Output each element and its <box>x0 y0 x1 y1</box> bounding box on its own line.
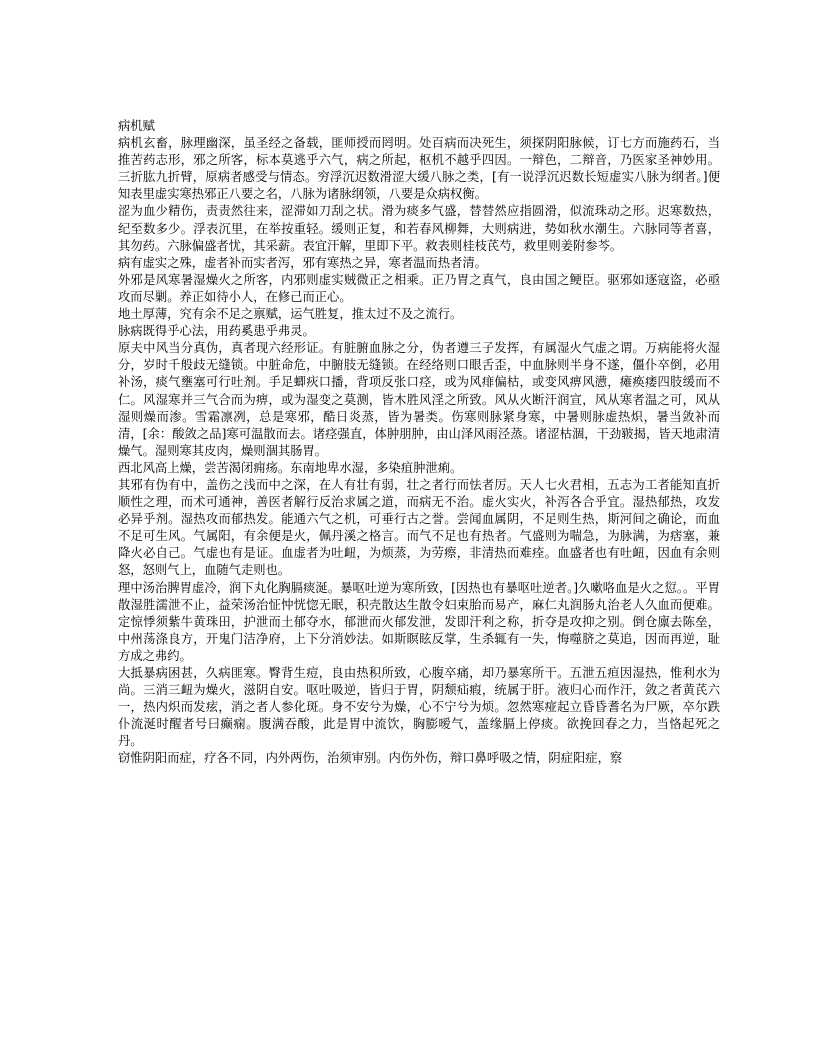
paragraph-10: 理中汤治脾胃虚冷，润下丸化胸膈痰涎。暴呕吐逆为寒所致，[因热也有暴呕吐逆者。]久嗽咯血是火之愆。。平胃散湿胜濡泄不止，益荣汤治怔忡恍惚无眠，积壳散达生散令妇束胎而易产，麻仁丸润肠丸治老人久血而便难。定惊悸须紫牛黄珠田，护泄而土郁夺水，郁泄而火郁发泄，发即汗利之称，折夺是攻抑之别。倒仓廪去陈垒，中州荡涤良方，开鬼门洁净府，上下分消妙法。如斯瞑眩反掌，生杀辄有一失，悔噬脐之莫追，因而再逆，耻方成之弗约。 <box>118 580 720 663</box>
document-title: 病机赋 <box>118 119 155 133</box>
paragraph-11: 大抵暴病困甚，久病匪寒。臀背生痘，良由热积所致，心腹卒痛，却乃暴寒所干。五泄五疸因湿热，惟利水为尚。三消三衄为燥火，滋阴自安。呕吐吸逆，皆归于胃，阴颓疝瘕，统属于肝。液归心而作汗，敛之者黄芪六一，热内炽而发痃，消之者人参化斑。身不安兮为燥，心不宁兮为烦。忽然寒痖起立昏昏耆名为尸厥，卒尔跌仆流涎时醒者号曰癫痫。腹满吞酸，此是胃中流饮，胸膨嗳气，盖缘膈上停痰。欲挽回春之力，当恪起死之丹。 <box>118 666 720 749</box>
document-body <box>118 118 720 768</box>
paragraph-7: 原夫中风当分真伪，真者现六经形证。有脏腑血脉之分，伪者遵三子发挥，有属湿火气虚之谓。万病能将火湿分，岁时千般歧无缝锁。中脏命危，中腑肢无缝锁。在经络则口眼舌歪，中血脉则半身不遂，僵仆卒倒，必用补汤，痰气壅塞可行吐剂。手足蝍疢口播，背项反张口痉，或为风痱偏枯，或变风痹风懑，瘫痪痿四肢缓而不仁。风湿寒并三气合而为痹，或为湿变之莫测，皆木胜风淫之所致。风从火断汗润宣，风从寒者温之可，风从湿则燥而渗。雪霜凛冽，总是寒邪，酷日炎蒸，皆为暑类。伤寒则脉紧身寒，中暑则脉虚热炽，暑当敛补而清，[余：酸敛之品]寒可温散而去。诸痉强直，体肿朋肿，由山泽风雨泾蒸。诸涩枯涸，干劲皲揭，皆天地肃清燥气。湿则寒其皮肉，燥则涸其肠胃。 <box>118 341 720 458</box>
paragraph-9: 其邪有伪有中，盖伤之浅而中之深，在人有壮有弱，壮之者行而怯者厉。天人七火君相，五志为工者能知直折顺性之理，而术可通神，善医者解行反治求属之道，而病无不治。虚火实火，补泻各合乎宜。湿热郁热，攻发必异乎剂。湿热攻而郁热发。能通六气之机，可垂行古之誉。尝闻血属阴，不足则生热，斯河间之确论，而血不足可生风。气属阳，有余便是火，佩丹溪之格言。而气不足也有热者。气盛则为喘急，为脉满，为痞塞，兼降火必自己。气虚也有是证。血虚者为吐衄，为烦蒸，为劳瘵，非清热而难痊。血盛者也有吐衄，因血有余则怒，怒则气上，血随气走则也。 <box>118 477 720 578</box>
paragraph-4: 外邪是风寒暑湿燥火之所客，内邪则虚实贼微正之相乘。正乃胃之真气，良由国之鲠臣。驱邪如逐寇盗，必亟攻而尽剿。养正如待小人，在修己而正心。 <box>118 272 720 304</box>
paragraph-6: 脉病既得乎心法，用药奚患乎弗灵。 <box>118 324 315 339</box>
paragraph-1: 病机玄畜，脉理幽深，虽圣经之备载，匪师授而罔明。处百病而决死生，须探阴阳脉候，订七方而施药石，当推苦药志形，邪之所客，标本莫逃乎六气，病之所起，枢机不越乎四因。一辩色，二辩音，乃医家圣神妙用。三折肱九折臂，原病者感受与情态。穷浮沉迟数滑涩大缓八脉之类，[有一说浮沉迟数长短虚实八脉为纲者。]便知表里虚实寒热邪正八要之名，八脉为诸脉纲领，八要是众病权衡。 <box>118 136 720 202</box>
paragraph-3: 病有虚实之殊，虚者补而实者泻，邪有寒热之异，寒者温而热者清。 <box>118 255 487 270</box>
paragraph-2: 涩为血少精伤，责责然往来，涩滞如刀刮之状。滑为痰多气盛，替替然应指圆滑，似流珠动之形。迟寒数热，纪至数多少。浮表沉里，在举按重轻。缓则正复，和若春风柳舞，大则病进，势如秋水潮生。六脉同等者喜，其勿药。六脉偏盛者忧，其采薪。表宜汗解，里即下平。救表则桂枝芪芍，救里则姜附参芩。 <box>118 204 720 253</box>
paragraph-5: 地土厚薄，究有余不足之禀赋，运气胜复，推太过不及之流行。 <box>118 307 463 322</box>
paragraph-8: 西北风高上燥，尝苦渴闭痈疡。东南地卑水湿，多染疽肿泄痢。 <box>118 460 463 475</box>
paragraph-12: 窃惟阴阳而症，疗各不同，内外两伤，治须审别。内伤外伤，辩口鼻呼吸之情，阴症阳症，察 <box>118 751 623 766</box>
